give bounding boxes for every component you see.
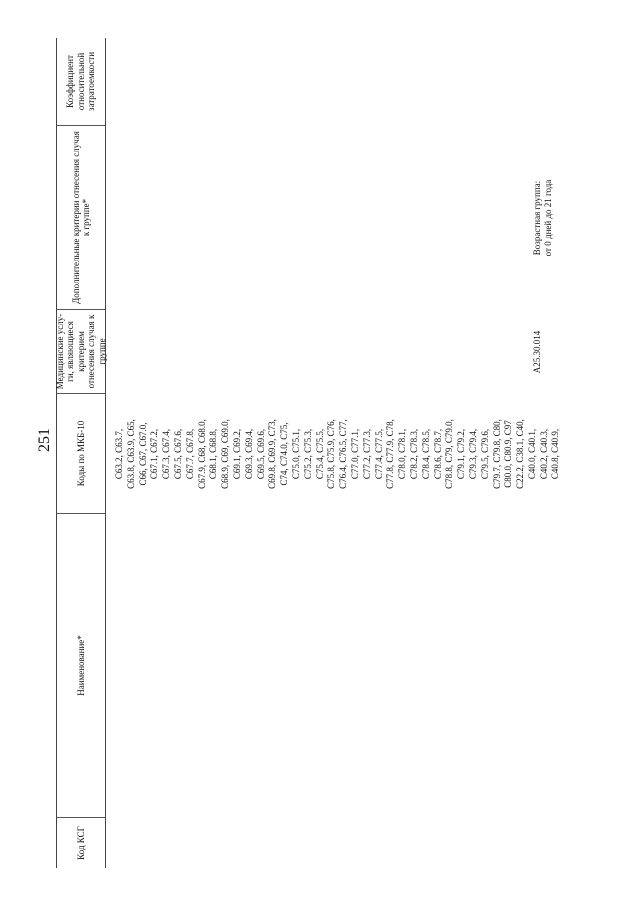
header-coefficient: Коэффициент относительной затратоемкости bbox=[57, 38, 105, 126]
mkb-code-line: C79.3, C79.4, bbox=[467, 428, 478, 480]
mkb-code-line: C77.4, C77.5, bbox=[373, 428, 384, 480]
mkb-code-line: C80.0, C80.9, C97 bbox=[503, 420, 514, 488]
mkb-code-line: C40.2, C40.3, bbox=[538, 428, 549, 480]
criteria-line: Возрастная группа: bbox=[532, 180, 542, 256]
mkb-code-line: C78.4, C78.5, bbox=[420, 428, 431, 480]
mkb-code-line: C76.4, C76.5, C77, bbox=[338, 419, 349, 489]
mkb-code-line: C78.8, C79, C79.0, bbox=[444, 419, 455, 489]
mkb-code-line: C75.2, C75.3, bbox=[302, 428, 313, 480]
header-medical-services: Медицинские услуги, являющиеся критерием отнесения случая к группе bbox=[57, 310, 105, 394]
mkb-code-line: C79.5, C79.6, bbox=[479, 428, 490, 480]
header-additional-criteria: Дополнительные критерии отнесения случая к группе* bbox=[57, 126, 105, 310]
mkb-code-line: C69.1, C69.2, bbox=[231, 428, 242, 480]
mkb-code-line: C63.2, C63.7, bbox=[114, 428, 124, 480]
page-number: 251 bbox=[36, 428, 53, 452]
header-ksg-code: Код КСГ bbox=[75, 826, 86, 860]
mkb-code-line: C67.1, C67.2, bbox=[149, 428, 160, 480]
mkb-code-line: C22.2, C38.1, C40, bbox=[515, 419, 526, 489]
mkb-code-line: C67.5, C67.6, bbox=[172, 428, 183, 480]
mkb-code-line: C66, C67, C67.0, bbox=[137, 422, 148, 486]
mkb-code-line: C67.7, C67.8, bbox=[184, 428, 195, 480]
mkb-code-line: C69.3, C69.4, bbox=[243, 428, 254, 480]
mkb-code-line: C75.0, C75.1, bbox=[290, 428, 301, 480]
mkb-code-line: C77.0, C77.1, bbox=[349, 428, 360, 480]
mkb-code-line: C67.3, C67.4, bbox=[161, 428, 172, 480]
mkb-code-line: C75.8, C75.9, C76, bbox=[326, 419, 337, 489]
additional-criteria bbox=[532, 126, 554, 310]
mkb-code-line: C40.0, C40.1, bbox=[526, 428, 537, 480]
mkb-code-line: C79.1, C79.2, bbox=[456, 428, 467, 480]
mkb-code-line: C69.5, C69.6, bbox=[255, 428, 266, 480]
mkb-codes-list bbox=[114, 394, 562, 514]
mkb-code-line: C74, C74.0, C75, bbox=[279, 422, 290, 486]
mkb-code-line: C78.2, C78.3, bbox=[408, 428, 419, 480]
mkb-code-line: C78.0, C78.1, bbox=[397, 428, 408, 480]
header-mkb-codes: Коды по МКБ-10 bbox=[57, 394, 105, 514]
medical-service-code: A25.30.014 bbox=[532, 330, 542, 374]
mkb-code-line: C78.6, C78.7, bbox=[432, 428, 443, 480]
header-name: Наименование* bbox=[57, 514, 105, 818]
mkb-code-line: C77.2, C77.3, bbox=[361, 428, 372, 480]
table-header bbox=[56, 38, 106, 868]
mkb-code-line: C63.8, C63.9, C65, bbox=[125, 419, 136, 489]
mkb-code-line: C69.8, C69.9, C73, bbox=[267, 419, 278, 489]
mkb-code-line: C40.8, C40.9, bbox=[550, 428, 561, 480]
mkb-code-line: C68.1, C68.8, bbox=[208, 428, 219, 480]
criteria-line: от 0 дней до 21 года bbox=[543, 179, 553, 257]
mkb-code-line: C68.9, C69, C69.0, bbox=[220, 419, 231, 489]
mkb-code-line: C79.7, C79.8, C80, bbox=[491, 419, 502, 489]
mkb-code-line: C67.9, C68, C68.0, bbox=[196, 419, 207, 489]
mkb-code-line: C77.8, C77.9, C78, bbox=[385, 419, 396, 489]
mkb-code-line: C75.4, C75.5, bbox=[314, 428, 325, 480]
ksg-table bbox=[56, 38, 632, 868]
